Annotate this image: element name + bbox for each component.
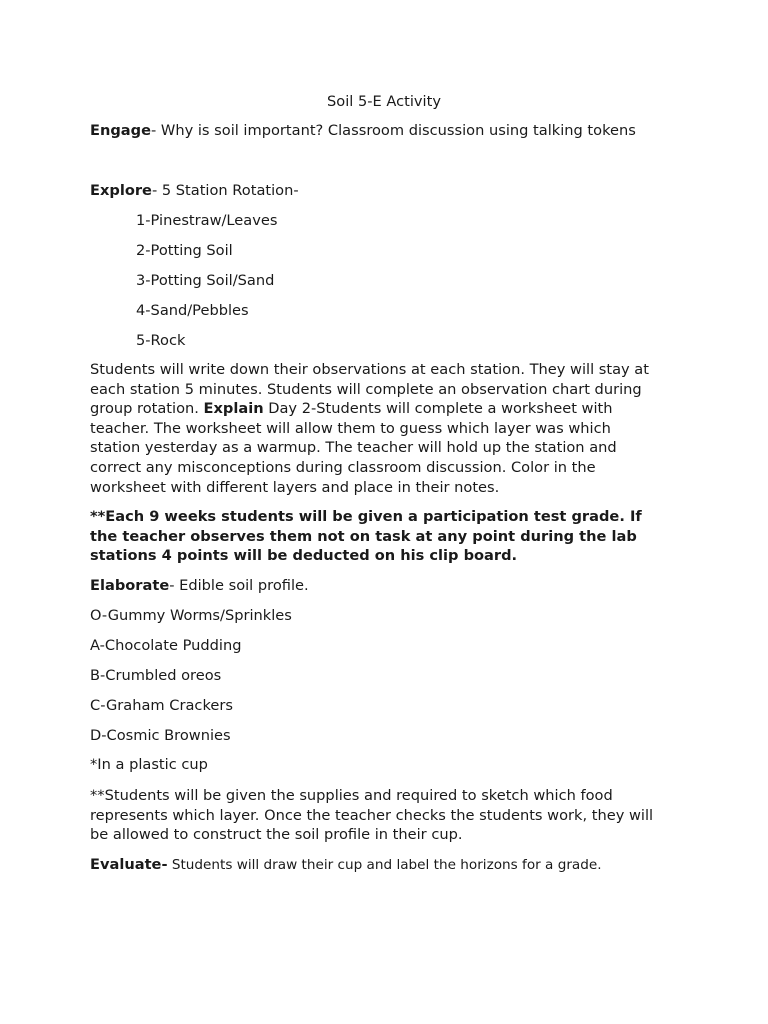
paragraph-line-start: group rotation. xyxy=(90,400,204,418)
station-item: 3-Potting Soil/Sand xyxy=(136,272,275,289)
soil-layer-item: A-Chocolate Pudding xyxy=(90,637,242,654)
paragraph-line: Students will write down their observations at each station. They will stay at xyxy=(90,361,649,378)
engage-line xyxy=(90,121,636,141)
explore-label: Explore xyxy=(90,182,152,199)
paragraph-line: worksheet with different layers and place in their notes. xyxy=(90,478,500,496)
station-item: 1-Pinestraw/Leaves xyxy=(136,212,278,229)
elaborate-text: - Edible soil profile. xyxy=(169,577,309,594)
station-item: 5-Rock xyxy=(136,332,186,349)
explore-text: - 5 Station Rotation- xyxy=(151,182,299,199)
evaluate-text: Students will draw their cup and label the horizons for a grade. xyxy=(167,857,602,873)
supplies-note xyxy=(90,786,690,845)
elaborate-line xyxy=(90,576,309,596)
paragraph-line: teacher. The worksheet will allow them to guess which layer was which xyxy=(90,419,611,437)
elaborate-label: Elaborate xyxy=(90,577,170,594)
paragraph-line-end: Day 2-Students will complete a worksheet with xyxy=(263,400,613,418)
engage-label: Engage xyxy=(90,122,151,139)
evaluate-label: Evaluate- xyxy=(90,856,168,873)
explore-line xyxy=(90,181,299,201)
paragraph-line xyxy=(90,399,690,419)
page-title: Soil 5-E Activity xyxy=(327,93,441,110)
soil-layer-item: D-Cosmic Brownies xyxy=(90,727,231,744)
note-line: **Students will be given the supplies and required to sketch which food xyxy=(90,787,613,804)
soil-layer-item: O-Gummy Worms/Sprinkles xyxy=(90,607,292,624)
paragraph-line: each station 5 minutes. Students will complete an observation chart during xyxy=(90,380,642,398)
note-line: represents which layer. Once the teacher checks the students work, they will xyxy=(90,806,654,824)
paragraph-line: correct any misconceptions during classroom discussion. Color in the xyxy=(90,458,596,476)
paragraph-line: station yesterday as a warmup. The teacher will hold up the station and xyxy=(90,439,617,457)
note-line: be allowed to construct the soil profile in their cup. xyxy=(90,826,463,844)
soil-layer-item: C-Graham Crackers xyxy=(90,697,233,714)
note-line: stations 4 points will be deducted on his clip board. xyxy=(90,547,518,565)
engage-text: - Why is soil important? Classroom discussion using talking tokens xyxy=(151,122,636,139)
station-item: 4-Sand/Pebbles xyxy=(136,302,249,319)
soil-layer-item: B-Crumbled oreos xyxy=(90,667,222,684)
observation-paragraph xyxy=(90,360,690,497)
note-line: the teacher observes them not on task at any point during the lab xyxy=(90,527,637,545)
note-line: **Each 9 weeks students will be given a participation test grade. If xyxy=(90,508,642,525)
evaluate-line xyxy=(90,855,602,875)
participation-note xyxy=(90,507,690,566)
cup-note: *In a plastic cup xyxy=(90,756,208,773)
station-item: 2-Potting Soil xyxy=(136,242,233,259)
explain-label: Explain xyxy=(203,400,264,418)
